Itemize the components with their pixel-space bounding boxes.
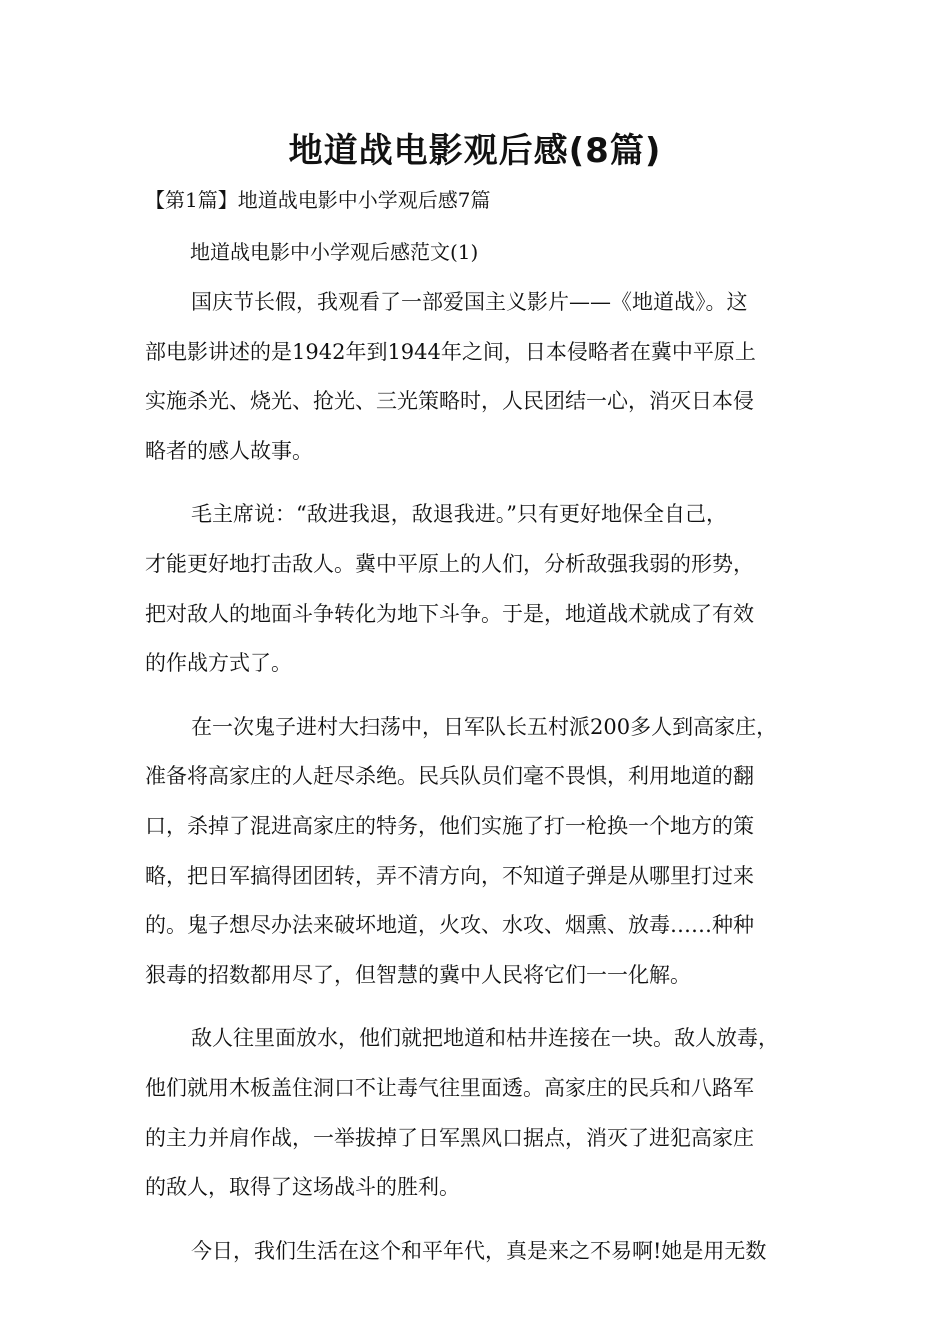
text-line: 实施杀光、烧光、抢光、三光策略时，人民团结一心，消灭日本侵 (145, 389, 754, 414)
document-title: 地道战电影观后感(8篇) (288, 131, 662, 171)
text-line: 才能更好地打击敌人。冀中平原上的人们，分析敌强我弱的形势， (145, 551, 754, 576)
text-line: 部电影讲述的是1942年到1944年之间，日本侵略者在冀中平原上 (145, 339, 756, 364)
text-line: 的敌人，取得了这场战斗的胜利。 (145, 1175, 460, 1200)
text-line: 在一次鬼子进村大扫荡中，日军队长五村派200多人到高家庄， (191, 714, 778, 739)
text-line: 准备将高家庄的人赶尽杀绝。民兵队员们毫不畏惧，利用地道的翻 (145, 764, 754, 789)
text-line: 把对敌人的地面斗争转化为地下斗争。于是，地道战术就成了有效 (145, 601, 754, 626)
text-line: 的作战方式了。 (145, 651, 292, 676)
paragraph-5 (145, 1227, 835, 1277)
paragraph-2 (145, 490, 835, 688)
section-heading: 【第1篇】地道战电影中小学观后感7篇 (145, 188, 491, 212)
text-line: 他们就用木板盖住洞口不让毒气往里面透。高家庄的民兵和八路军 (145, 1075, 754, 1100)
text-line: 略者的感人故事。 (145, 438, 313, 463)
sub-heading: 地道战电影中小学观后感范文(1) (190, 240, 479, 264)
text-line: 的。鬼子想尽办法来破坏地道，火攻、水攻、烟熏、放毒……种种 (145, 913, 754, 938)
text-line: 的主力并肩作战，一举拔掉了日军黑风口据点，消灭了进犯高家庄 (145, 1125, 754, 1150)
paragraph-1 (145, 278, 835, 476)
paragraph-4 (145, 1014, 835, 1212)
text-line: 略，把日军搞得团团转，弄不清方向，不知道子弹是从哪里打过来 (145, 863, 754, 888)
text-line: 口，杀掉了混进高家庄的特务，他们实施了打一枪换一个地方的策 (145, 813, 754, 838)
body-text (145, 278, 835, 1290)
text-line: 毛主席说：“敌进我退，敌退我进。”只有更好地保全自己， (191, 502, 727, 527)
text-line: 狠毒的招数都用尽了，但智慧的冀中人民将它们一一化解。 (145, 962, 691, 987)
paragraph-3 (145, 703, 835, 1001)
text-line: 今日，我们生活在这个和平年代，真是来之不易啊!她是用无数 (191, 1238, 767, 1263)
text-line: 国庆节长假，我观看了一部爱国主义影片——《地道战》。这 (191, 290, 748, 314)
text-line: 敌人往里面放水，他们就把地道和枯井连接在一块。敌人放毒， (191, 1026, 779, 1051)
